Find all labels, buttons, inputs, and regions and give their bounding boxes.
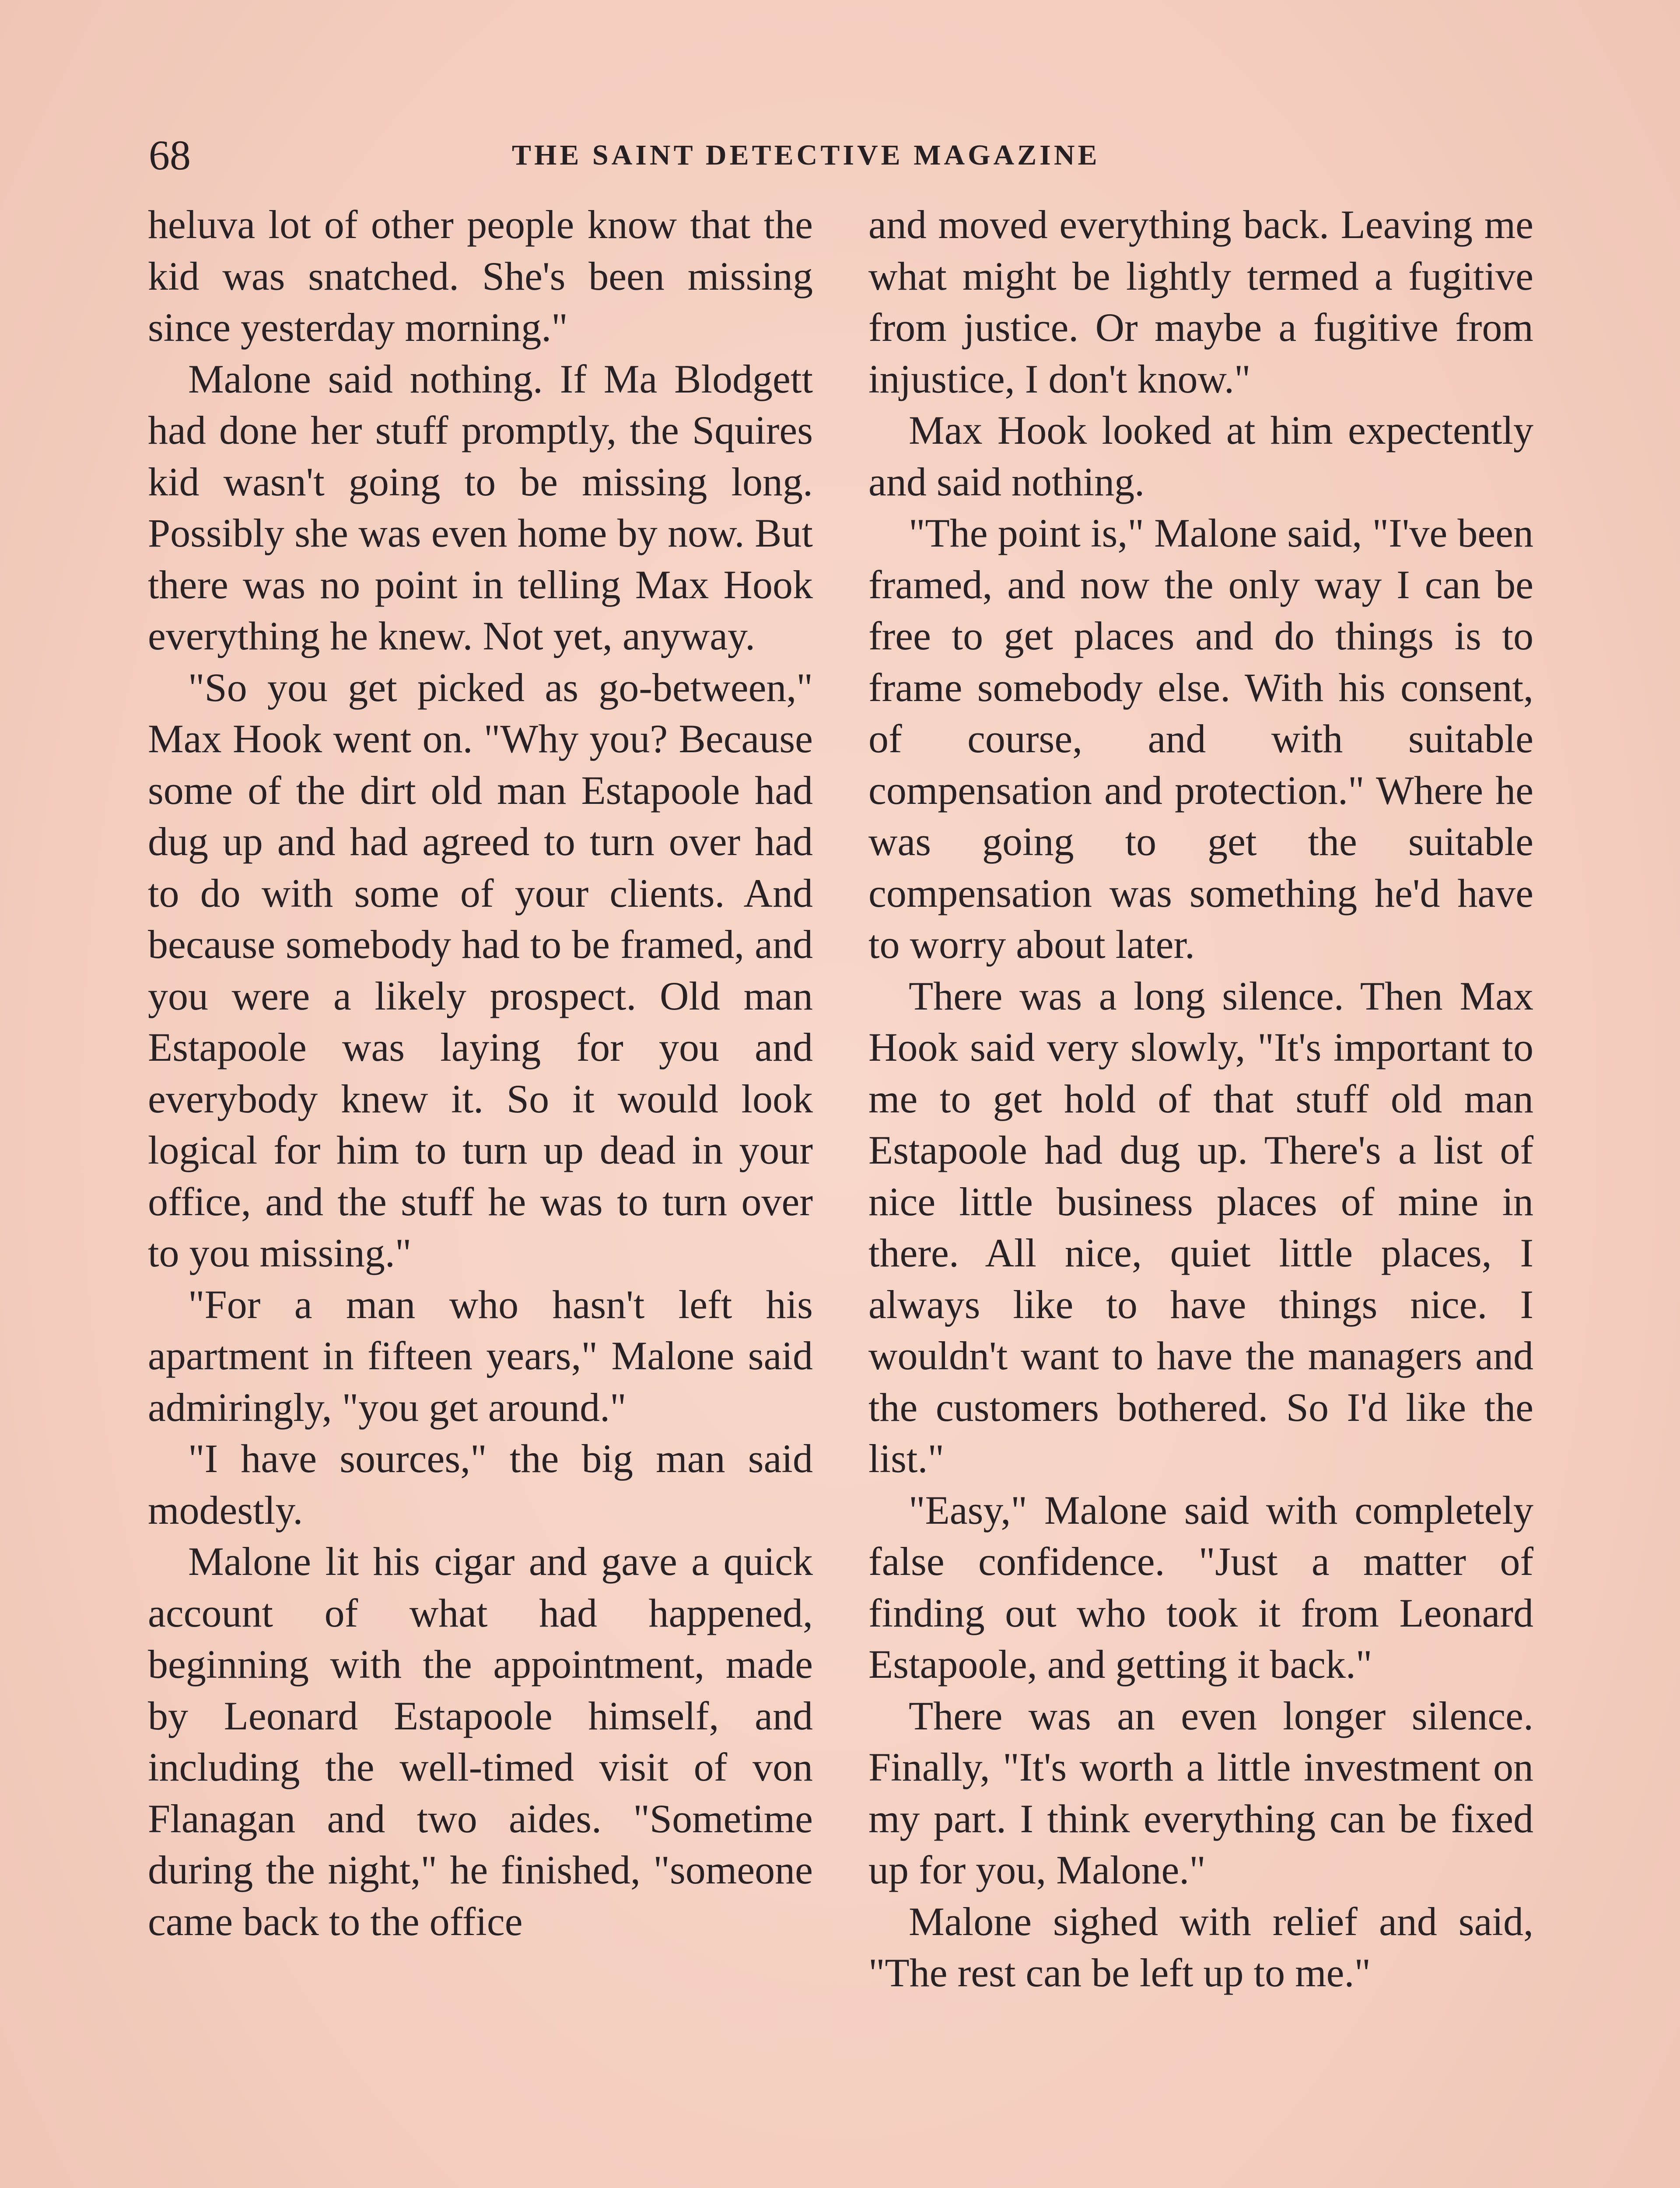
paragraph: Malone said nothing. If Ma Blodgett had done her stuff promptly, the Squires kid wasn't going to be missing long. Possibly she was even home by now. But there was no point in telling Max Hook everything he knew. Not yet, anyway.: [148, 356, 813, 658]
paragraph: "For a man who hasn't left his apartment in fifteen years," Malone said admiringly, "you get around.": [148, 1282, 813, 1430]
paragraph: Malone sighed with relief and said, "The rest can be left up to me.": [868, 1899, 1533, 1995]
right-column: [868, 199, 1533, 1999]
paragraph: "Easy," Malone said with completely false confidence. "Just a matter of finding out who took it from Leonard Estapoole, and getting it back.": [868, 1487, 1533, 1687]
paragraph: "The point is," Malone said, "I've been framed, and now the only way I can be free to get places and do things is to frame somebody else. With his consent, of course, and with suitable compensation and protection." Where he was going to get the suitable compensation was something he'd have to worry about later.: [868, 511, 1533, 967]
paragraph: heluva lot of other people know that the kid was snatched. She's been missing since yesterday morning.": [148, 202, 813, 350]
left-column: [148, 199, 813, 1947]
paragraph: There was an even longer silence. Finally, "It's worth a little investment on my part. I think everything can be fixed up for you, Malone.": [868, 1693, 1533, 1892]
paragraph: and moved everything back. Leaving me what might be lightly termed a fugitive from justice. Or maybe a fugitive from injustice, I don't know.": [868, 202, 1533, 401]
paragraph: There was a long silence. Then Max Hook said very slowly, "It's important to me to get hold of that stuff old man Estapoole had dug up. There's a list of nice little business places of mine in there. All nice, quiet little places, I always like to have things nice. I wouldn't want to have the managers and the customers bothered. So I'd like the list.": [868, 973, 1533, 1481]
page-number: 68: [149, 132, 191, 179]
paragraph: Max Hook looked at him expectently and said nothing.: [868, 408, 1533, 504]
page-header: [149, 127, 1540, 184]
running-title: THE SAINT DETECTIVE MAGAZINE: [512, 139, 1100, 171]
paragraph: Malone lit his cigar and gave a quick account of what had happened, beginning with the appointment, made by Leonard Estapoole himself, and including the well-timed visit of von Flanagan and two aides. "Sometime during the night," he finished, "someone came back to the office: [148, 1539, 813, 1944]
paragraph: "So you get picked as go-between," Max Hook went on. "Why you? Because some of the dirt old man Estapoole had dug up and had agreed to turn over had to do with some of your clients. And because somebody had to be framed, and you were a likely prospect. Old man Estapoole was laying for you and everybody knew it. So it would look logical for him to turn up dead in your office, and the stuff he was to turn over to you missing.": [148, 665, 813, 1275]
paragraph: "I have sources," the big man said modestly.: [148, 1436, 813, 1532]
